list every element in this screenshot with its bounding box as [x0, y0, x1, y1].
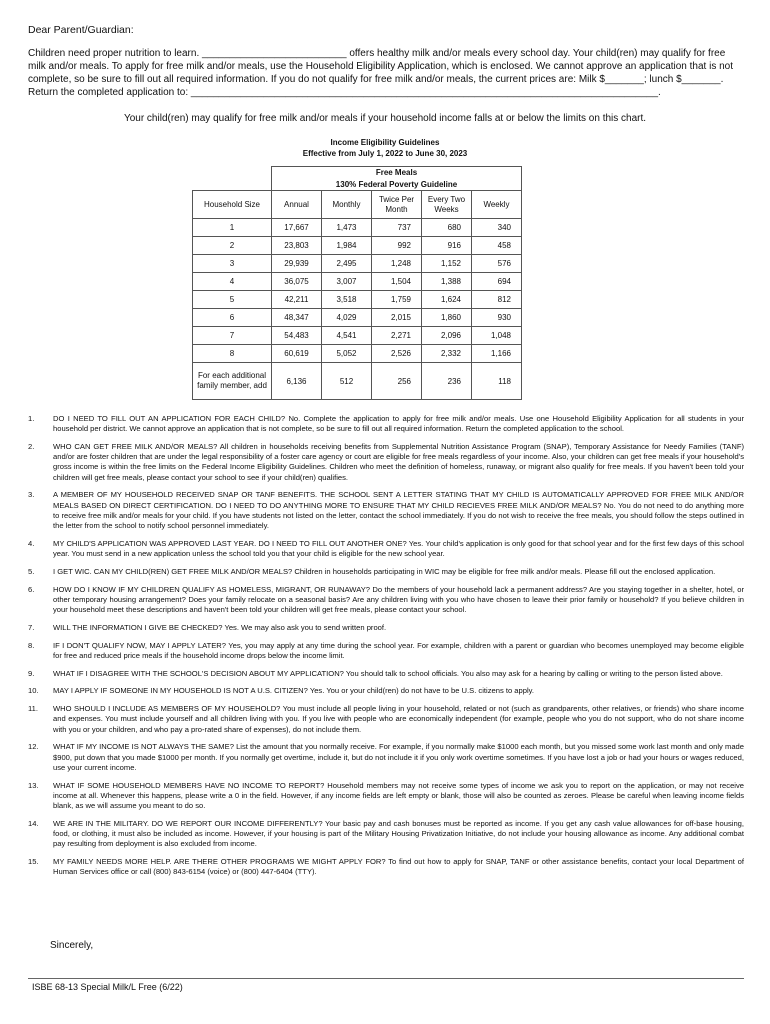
table-cell: 1,473: [322, 219, 372, 237]
household-size-cell: For each additional family member, add: [193, 363, 272, 400]
question-text: WE ARE IN THE MILITARY. DO WE REPORT OUR INCOME DIFFERENTLY? Your basic pay and cash bonuses must be reported as income. If you get any cash value allowances for off-base housing, food, or clothing, it must also be included as income. However, if your housing is part of the Military Housing Privatization Initiative, do not include your housing allowance as income. Any additional combat pay resulting from deployment is also excluded from income.: [53, 818, 744, 849]
table-cell: 1,166: [472, 345, 522, 363]
table-cell: 812: [472, 291, 522, 309]
question-text: WHO CAN GET FREE MILK AND/OR MEALS? All children in households receiving benefits from Supplemental Nutrition Assistance Program (SNAP), Temporary Assistance for Needy Families (TANF) and/or are foster children that are under the legal responsibility of a foster care agency or court are eligible for free meals regardless of your income. Also, your children can get free meals if your household's gross income is within the free limits on the Federal Income Eligibility Guidelines. Children who meet the definition of homeless, runaway, or migrant also qualify for free meals. If you haven't been told your children will get free meals, please contact your school to see if your child(ren) qualifies.: [53, 442, 744, 482]
table-cell: 6,136: [272, 363, 322, 400]
group-header-poverty-guideline: 130% Federal Poverty Guideline: [272, 179, 522, 191]
table-row: [193, 219, 522, 237]
table-cell: 17,667: [272, 219, 322, 237]
question-number: 11.: [28, 704, 38, 714]
household-size-cell: 7: [193, 327, 272, 345]
table-cell: 29,939: [272, 255, 322, 273]
question-number: 8.: [28, 640, 35, 650]
list-item: [28, 669, 744, 679]
column-header: Every Two Weeks: [422, 191, 472, 219]
table-cell: 60,619: [272, 345, 322, 363]
table-row: [193, 345, 522, 363]
table-cell: 916: [422, 237, 472, 255]
list-item: [28, 641, 744, 661]
table-row: [193, 363, 522, 400]
table-row: [193, 309, 522, 327]
question-number: 3.: [28, 490, 35, 500]
question-text: WILL THE INFORMATION I GIVE BE CHECKED? Yes. We may also ask you to send written proof.: [53, 622, 387, 632]
table-row: [193, 327, 522, 345]
table-title-line-2: Effective from July 1, 2022 to June 30, 2023: [302, 149, 468, 158]
table-row: [193, 255, 522, 273]
table-cell: 1,984: [322, 237, 372, 255]
table-cell: 5,052: [322, 345, 372, 363]
column-header: Monthly: [322, 191, 372, 219]
list-item: [28, 442, 744, 483]
question-text: A MEMBER OF MY HOUSEHOLD RECEIVED SNAP OR TANF BENEFITS. THE SCHOOL SENT A LETTER STATING THAT MY CHILD IS AUTOMATICALLY APPROVED FOR FREE MILK AND/OR MEALS BASED ON DIRECT CERTIFICATION. DO I NEED TO DO ANYTHING MORE TO ENSURE THAT MY CHILD RECIEVES FREE MILK AND/OR MEALS? No. You do not need to do anything more to receive free milk and/or meals for your child. If you have students not listed on the letter, contact the school immediately. If you do not wish to receive the free meals, you should follow the steps outlined in the letter from the school to notify school personnel immediately.: [53, 490, 744, 531]
table-cell: 23,803: [272, 237, 322, 255]
table-cell: 512: [322, 363, 372, 400]
list-item: [28, 567, 744, 577]
group-header-free-meals: Free Meals: [272, 167, 522, 179]
question-text: HOW DO I KNOW IF MY CHILDREN QUALIFY AS HOMELESS, MIGRANT, OR RUNAWAY? Do the members of your household lack a permanent address? Are you staying together in a shelter, hotel, or other temporary housing arrangement? Does your family relocate on a seasonal basis? Are any children living with you who have chosen to leave their prior family or household? If you believe children in your household meet these descriptions and haven't been told your children will get free meals, please contact your school.: [53, 584, 744, 615]
table-cell: 54,483: [272, 327, 322, 345]
question-text: WHAT IF MY INCOME IS NOT ALWAYS THE SAME? List the amount that you normally receive. For example, if you normally make $1000 each month, but you missed some work last month and only made $900, put down that you made $1000 per month. If you normally get overtime, include it, but do not include it if you only work overtime sometimes. If you have lost a job or had your hours or wages reduced, use your current income.: [53, 742, 744, 772]
table-cell: 4,541: [322, 327, 372, 345]
column-header: Annual: [272, 191, 322, 219]
household-size-cell: 1: [193, 219, 272, 237]
table-cell: 42,211: [272, 291, 322, 309]
table-cell: 3,518: [322, 291, 372, 309]
table-cell: 2,096: [422, 327, 472, 345]
table-cell: 256: [372, 363, 422, 400]
table-cell: 3,007: [322, 273, 372, 291]
list-item: [28, 539, 744, 559]
question-number: 4.: [28, 538, 35, 548]
table-row: [193, 237, 522, 255]
table-cell: 1,248: [372, 255, 422, 273]
list-item: [28, 781, 744, 812]
table-cell: 576: [472, 255, 522, 273]
table-cell: 340: [472, 219, 522, 237]
list-item: [28, 819, 744, 850]
household-size-cell: 2: [193, 237, 272, 255]
column-header: Household Size: [193, 191, 272, 219]
question-text: DO I NEED TO FILL OUT AN APPLICATION FOR EACH CHILD? No. Complete the application to apply for free milk and/or meals. Use one Household Eligibility Application for all students in your household per district. We cannot approve an application that is not complete, so be sure to fill out all required information. Return the completed application to the school.: [53, 414, 744, 434]
table-cell: 680: [422, 219, 472, 237]
table-cell: 1,048: [472, 327, 522, 345]
table-cell: 1,624: [422, 291, 472, 309]
question-text: I GET WIC. CAN MY CHILD(REN) GET FREE MILK AND/OR MEALS? Children in households participating in WIC may be eligible for free milk and/or meals. Please fill out the enclosed application.: [53, 566, 716, 576]
table-cell: 2,495: [322, 255, 372, 273]
table-cell: 2,332: [422, 345, 472, 363]
table-row: [193, 273, 522, 291]
question-text: WHO SHOULD I INCLUDE AS MEMBERS OF MY HOUSEHOLD? You must include all people living in your household, related or not (such as grandparents, other relatives, or friends) who share income and expenses. You must include yourself and all children living with you. If you live with people who are economically independent (for example, people who you do not support, who do not share income with you or your children, and who pay a pro-rated share of expenses), do not include them.: [53, 704, 744, 734]
table-cell: 930: [472, 309, 522, 327]
table-cell: 2,015: [372, 309, 422, 327]
table-cell: 1,504: [372, 273, 422, 291]
list-item: [28, 686, 744, 696]
list-item: [28, 857, 744, 877]
table-cell: 694: [472, 273, 522, 291]
question-number: 13.: [28, 780, 39, 790]
question-text: IF I DON'T QUALIFY NOW, MAY I APPLY LATER? Yes, you may apply at any time during the school year. For example, children with a parent or guardian who becomes unemployed may become eligible for free and reduced price meals if the household income drops below the income limit.: [53, 640, 744, 660]
table-row: [193, 291, 522, 309]
table-cell: 2,526: [372, 345, 422, 363]
question-number: 12.: [28, 742, 39, 752]
question-number: 2.: [28, 442, 35, 451]
household-size-cell: 3: [193, 255, 272, 273]
question-number: 6.: [28, 584, 35, 594]
table-cell: 118: [472, 363, 522, 400]
household-size-cell: 5: [193, 291, 272, 309]
table-cell: 48,347: [272, 309, 322, 327]
question-number: 14.: [28, 818, 39, 828]
table-cell: 4,029: [322, 309, 372, 327]
household-size-cell: 8: [193, 345, 272, 363]
household-size-cell: 6: [193, 309, 272, 327]
question-number: 7.: [28, 622, 35, 632]
table-cell: 2,271: [372, 327, 422, 345]
footer-divider: [28, 978, 744, 979]
faq-list: [28, 414, 744, 885]
household-size-cell: 4: [193, 273, 272, 291]
list-item: [28, 623, 744, 633]
question-text: MY CHILD'S APPLICATION WAS APPROVED LAST YEAR. DO I NEED TO FILL OUT ANOTHER ONE? Yes. Your child's application is only good for that school year and for the first few days of this school year. You must send in a new application unless the school told you that your child is eligible for the new school year.: [53, 538, 744, 559]
question-number: 5.: [28, 566, 35, 576]
table-title-line-1: Income Eligibility Guidelines: [330, 138, 440, 147]
greeting: Dear Parent/Guardian:: [28, 24, 134, 36]
table-cell: 458: [472, 237, 522, 255]
table-cell: 1,152: [422, 255, 472, 273]
table-cell: 1,388: [422, 273, 472, 291]
table-cell: 36,075: [272, 273, 322, 291]
question-text: WHAT IF I DISAGREE WITH THE SCHOOL'S DECISION ABOUT MY APPLICATION? You should talk to school officials. You also may ask for a hearing by calling or writing to the person listed above.: [53, 668, 723, 678]
column-header: Weekly: [472, 191, 522, 219]
list-item: [28, 585, 744, 616]
question-number: 1.: [28, 414, 35, 423]
question-text: MAY I APPLY IF SOMEONE IN MY HOUSEHOLD IS NOT A U.S. CITIZEN? Yes. You or your child(ren) do not have to be U.S. citizens to apply.: [53, 686, 534, 696]
list-item: [28, 704, 744, 735]
table-cell: 992: [372, 237, 422, 255]
table-title: [0, 137, 770, 159]
question-number: 10.: [28, 686, 39, 696]
closing: Sincerely,: [50, 940, 94, 951]
table-cell: 1,759: [372, 291, 422, 309]
table-cell: 236: [422, 363, 472, 400]
list-item: [28, 414, 744, 434]
income-eligibility-table: [192, 166, 522, 400]
question-text: WHAT IF SOME HOUSEHOLD MEMBERS HAVE NO INCOME TO REPORT? Household members may not receive some types of income we ask you to report on the application, or may not receive income at all. Whenever this happens, please write a 0 in the field. However, if any income fields are left empty or blank, those will also be counted as zeroes. Please be careful when leaving income fields blank, as we will assume you meant to do so.: [53, 780, 744, 811]
question-number: 15.: [28, 857, 39, 867]
table-cell: 737: [372, 219, 422, 237]
list-item: [28, 742, 744, 773]
intro-paragraph: Children need proper nutrition to learn. __________________________ offers healthy milk and/or meals every school day. Your child(ren) may qualify for free milk and/or meals. To apply for free milk and/or meals, use the Household Eligibility Application, which is enclosed. We cannot approve an application that is not complete, so be sure to fill out all required information. If you do not qualify for free milk and/or meals, the current prices are: Milk $_______; lunch $_______. Return the completed application to: ____________________________________________________________________________________.: [28, 48, 734, 98]
question-text: MY FAMILY NEEDS MORE HELP. ARE THERE OTHER PROGRAMS WE MIGHT APPLY FOR? To find out how to apply for SNAP, TANF or other assistance benefits, contact your local Department of Human Services office or call (800) 843-6154 (voice) or (800) 447-6404 (TTY).: [53, 857, 744, 877]
eligibility-lead-text: Your child(ren) may qualify for free milk and/or meals if your household income falls at or below the limits on this chart.: [123, 113, 647, 124]
question-number: 9.: [28, 668, 35, 678]
table-cell: 1,860: [422, 309, 472, 327]
form-footer: ISBE 68-13 Special Milk/L Free (6/22): [32, 982, 183, 992]
list-item: [28, 490, 744, 531]
column-header: Twice Per Month: [372, 191, 422, 219]
